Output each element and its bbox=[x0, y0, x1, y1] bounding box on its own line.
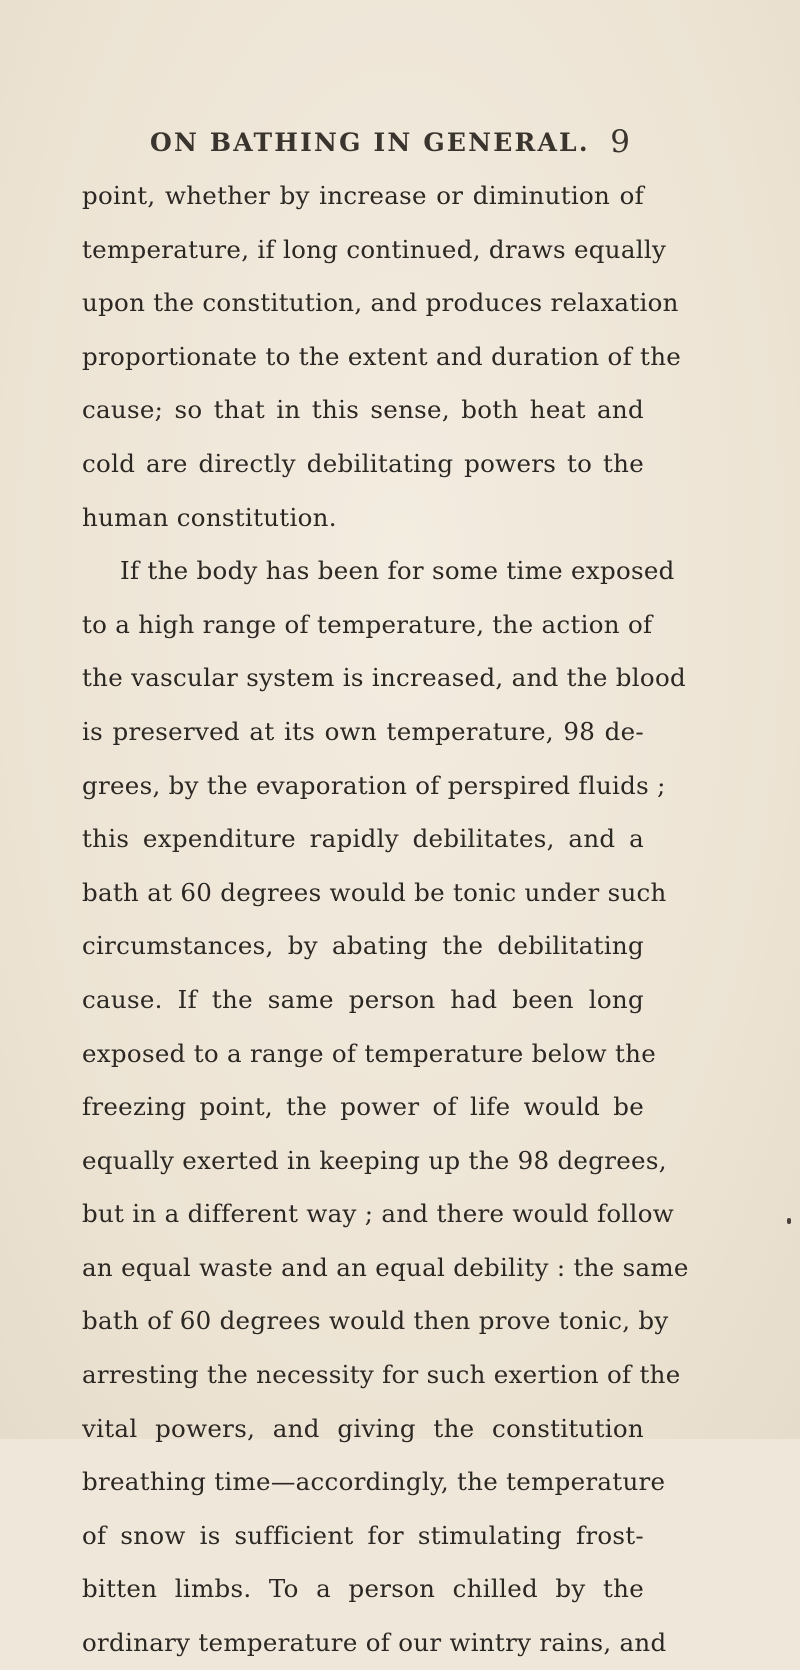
text-line: the vascular system is increased, and the blood bbox=[82, 663, 686, 693]
text-line: proportionate to the extent and duration of the bbox=[82, 341, 682, 371]
text-line: of snow is sufficient for stimulating frost- bbox=[82, 1520, 644, 1550]
text-line: upon the constitution, and produces relaxation bbox=[82, 288, 679, 318]
running-head-title: ON BATHING IN GENERAL. bbox=[150, 128, 590, 157]
text-line: temperature, if long continued, draws equally bbox=[82, 234, 667, 264]
text-line: bath at 60 degrees would be tonic under such bbox=[82, 877, 667, 907]
text-line: this expenditure rapidly debilitates, and a bbox=[82, 824, 644, 854]
text-line: vital powers, and giving the constitution bbox=[82, 1413, 644, 1443]
text-line: is preserved at its own temperature, 98 de- bbox=[82, 716, 644, 746]
text-line: bath of 60 degrees would then prove tonic, by bbox=[82, 1306, 669, 1336]
text-line: ordinary temperature of our wintry rains, and bbox=[82, 1628, 667, 1658]
text-line: equally exerted in keeping up the 98 degrees, bbox=[82, 1145, 667, 1175]
text-line: arresting the necessity for such exertion of the bbox=[82, 1360, 681, 1390]
text-line: exposed to a range of temperature below the bbox=[82, 1038, 656, 1068]
running-head bbox=[150, 124, 650, 168]
ink-speck bbox=[787, 1218, 791, 1224]
body-text bbox=[82, 169, 689, 1670]
text-line: breathing time—accordingly, the temperature bbox=[82, 1467, 666, 1497]
text-line: an equal waste and an equal debility : the same bbox=[82, 1252, 689, 1282]
text-line: human constitution. bbox=[82, 502, 337, 532]
text-line: point, whether by increase or diminution of bbox=[82, 181, 644, 210]
text-line: cold are directly debilitating powers to the bbox=[82, 448, 644, 478]
text-line: If the body has been for some time exposed bbox=[120, 556, 675, 586]
paragraph-1 bbox=[82, 169, 682, 544]
text-line: but in a different way ; and there would follow bbox=[82, 1199, 675, 1229]
page-number: 9 bbox=[610, 124, 630, 160]
text-line: cause. If the same person had been long bbox=[82, 984, 644, 1014]
paragraph-2 bbox=[82, 544, 689, 1669]
text-line: to a high range of temperature, the action of bbox=[82, 609, 653, 639]
text-line: cause; so that in this sense, both heat and bbox=[82, 395, 644, 425]
text-line: bitten limbs. To a person chilled by the bbox=[82, 1574, 644, 1604]
text-line: circumstances, by abating the debilitating bbox=[82, 931, 644, 961]
text-line: freezing point, the power of life would be bbox=[82, 1092, 644, 1122]
text-line: grees, by the evaporation of perspired fluids ; bbox=[82, 770, 666, 800]
